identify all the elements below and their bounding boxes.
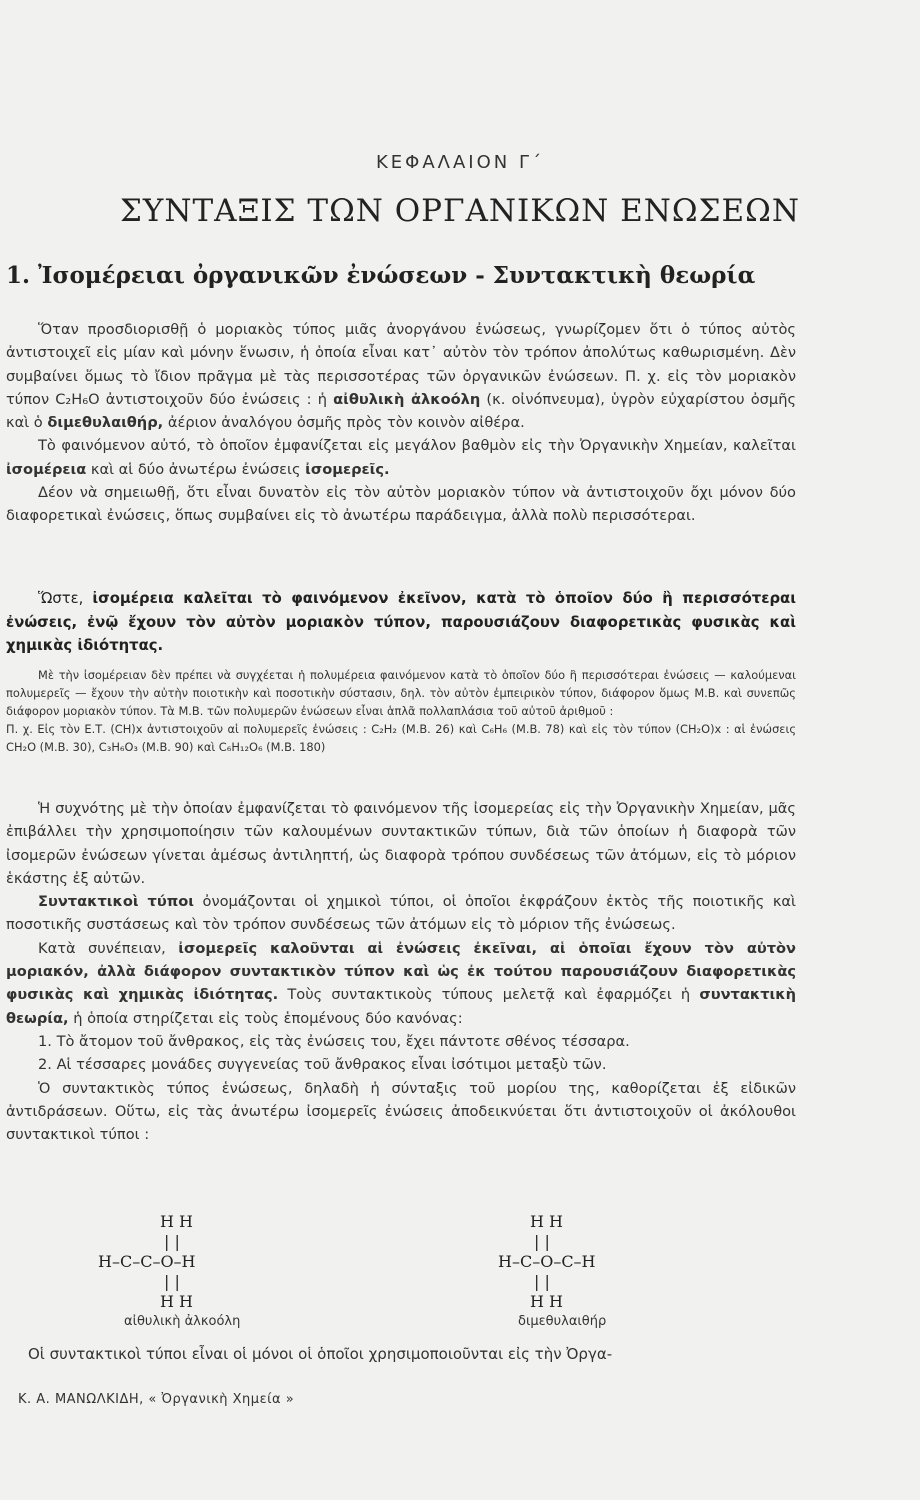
ether-top: H H [530, 1212, 563, 1231]
p6-a: ὀνομάζονται οἱ χημικοὶ τύποι, οἱ ὁποῖοι ἐκφράζουν ἐκτὸς τῆς ποιοτικῆς καὶ ποσοτικῆς συστάσεως καὶ τὸν τρόπον συνδέσεως τῶν ἀτόμων εἰς τὸ μόριον τῆς ἐνώσεως. [6, 893, 796, 934]
p7-a: Κατὰ συνέπειαν, [38, 939, 166, 957]
paragraph-1 [6, 318, 796, 434]
p1-a: Ὅταν προσδιορισθῇ ὁ μοριακὸς τύπος μιᾶς ἀνοργάνου ἐνώσεως, γνωρίζομεν ὅτι ὁ τύπος αὐτὸς ἀντιστοιχεῖ εἰς μίαν καὶ μόνην ἕνωσιν, ἡ ὁποία εἶναι κατ᾽ αὐτὸν τὸν τρόπον ἀπολύτως καθωρισμένη. Δὲν συμβαίνει ὅμως τὸ ἴδιον πρᾶγμα μὲ τὰς περισσοτέρας τῶν ὀργανικῶν ἐνώσεων. Π. χ. εἰς τὸν μοριακὸν τύπον C₂H₆O ἀντιστοιχοῦν δύο ἐνώσεις : ἡ [6, 321, 796, 408]
chapter-label: ΚΕΦΑΛΑΙΟΝ Γ΄ [376, 152, 544, 173]
intro-text [6, 318, 796, 528]
footnote-block [6, 666, 796, 756]
ethanol-bottom: H H [160, 1292, 193, 1311]
main-text [6, 797, 796, 1146]
p7-b1: ἰσομερεῖς καλοῦνται αἱ ἐνώσεις ἐκεῖναι, αἱ ὁποῖαι ἔχουν τὸν αὐτὸν μοριακόν, ἀλλὰ διάφορον συντακτικὸν τύπον καὶ ὡς ἐκ τούτου παρουσιάζουν διαφορετικὰς φυσικὰς καὶ χημικὰς ἰδιότητας. [6, 939, 796, 1004]
rule-2: 2. Αἱ τέσσαρες μονάδες συγγενείας τοῦ ἄνθρακος εἶναι ἰσότιμοι μεταξὺ τῶν. [38, 1056, 607, 1074]
p1-b2: διμεθυλαιθήρ, [47, 414, 164, 432]
chapter-title: ΣΥΝΤΑΞΙΣ ΤΩΝ ΟΡΓΑΝΙΚΩΝ ΕΝΩΣΕΩΝ [120, 193, 800, 229]
p7-c: Τοὺς συντακτικοὺς τύπους μελετᾷ καὶ ἐφαρμόζει ἡ [287, 986, 691, 1004]
p1-c: (κ. οἰνόπνευμα), ὑγρὸν εὐχαρίστου ὀσμῆς καὶ ὁ [6, 390, 797, 432]
paragraph-7 [6, 937, 796, 1030]
ether-bonds-bottom: | | [534, 1272, 550, 1291]
p4-b: ἰσομέρεια καλεῖται τὸ φαινόμενον ἐκεῖνον, κατὰ τὸ ὁποῖον δύο ἢ περισσότεραι ἐνώσεις, ἐνῷ ἔχουν τὸν αὐτὸν μοριακὸν τύπον, παρουσιάζουν διαφορετικὰς φυσικὰς καὶ χημικὰς ἰδιότητας. [6, 590, 796, 654]
paragraph-3: Δέον νὰ σημειωθῇ, ὅτι εἶναι δυνατὸν εἰς τὸν αὐτὸν μοριακὸν τύπον νὰ ἀντιστοιχοῦν ὄχι μόνον δύο διαφορετικαὶ ἐνώσεις, ὅπως συμβαίνει εἰς τὸ ἀνωτέρω παράδειγμα, ἀλλὰ πολὺ περισσότεραι. [6, 484, 796, 525]
page-footer: Κ. Α. ΜΑΝΩΛΚΙΔΗ, « Ὀργανικὴ Χημεία » [18, 1392, 295, 1407]
ethanol-chain: H–C–C–O–H [98, 1252, 196, 1271]
p2-b1: ἰσομέρεια [6, 460, 87, 478]
paragraph-4 [6, 587, 796, 658]
section-heading [6, 262, 755, 289]
note-2: Π. χ. Εἰς τὸν Ε.Τ. (CH)x ἀντιστοιχοῦν αἱ πολυμερεῖς ἐνώσεις : C₂H₂ (Μ.Β. 26) καὶ C₆H₆ (Μ.Β. 78) καὶ εἰς τὸν τύπον (CH₂O)x : αἱ ἐνώσεις CH₂O (Μ.Β. 30), C₃H₆O₃ (Μ.Β. 90) καὶ C₆H₁₂O₆ (Μ.Β. 180) [6, 722, 796, 754]
p1-b1: αἰθυλικὴ ἀλκοόλη [333, 390, 481, 408]
p2-a: Τὸ φαινόμενον αὐτό, τὸ ὁποῖον ἐμφανίζεται εἰς μεγάλον βαθμὸν εἰς τὴν Ὀργανικὴν Χημείαν, καλεῖται [38, 437, 796, 455]
ethanol-top: H H [160, 1212, 193, 1231]
last-line: Οἱ συντακτικοὶ τύποι εἶναι οἱ μόνοι οἱ ὁποῖοι χρησιμοποιοῦνται εἰς τὴν Ὀργα- [28, 1345, 613, 1363]
rule-1: 1. Τὸ ἄτομον τοῦ ἄνθρακος, εἰς τὰς ἐνώσεις του, ἔχει πάντοτε σθένος τέσσαρα. [38, 1032, 630, 1050]
p1-d: ἀέριον ἀναλόγου ὀσμῆς πρὸς τὸν κοινὸν αἰθέρα. [167, 414, 525, 432]
ether-caption: διμεθυλαιθήρ [518, 1314, 607, 1329]
note-1: Μὲ τὴν ἰσομέρειαν δὲν πρέπει νὰ συγχέεται ἡ πολυμέρεια φαινόμενον κατὰ τὸ ὁποῖον δύο ἢ περισσότεραι ἐνώσεις — καλούμεναι πολυμερεῖς — ἔχουν τὴν αὐτὴν ποιοτικὴν καὶ ποσοτικὴν σύστασιν, δηλ. τὸν αὐτὸν ἐμπειρικὸν τύπον, διάφορον ὅμως Μ.Β. καὶ συνεπῶς διάφορον μοριακὸν τύπον. Τὰ Μ.Β. τῶν πολυμερῶν ἐνώσεων εἶναι ἁπλᾶ πολλαπλάσια τοῦ αὐτοῦ ἀριθμοῦ : [6, 668, 796, 718]
ethanol-bonds-top: | | [164, 1232, 180, 1251]
ether-bottom: H H [530, 1292, 563, 1311]
paragraph-5: Ἡ συχνότης μὲ τὴν ὁποίαν ἐμφανίζεται τὸ φαινόμενον τῆς ἰσομερείας εἰς τὴν Ὀργανικὴν Χημείαν, μᾶς ἐπιβάλλει τὴν χρησιμοποίησιν τῶν καλουμένων συντακτικῶν τύπων, διὰ τῶν ὁποίων ἡ διαφορὰ τῶν ἰσομερῶν ἐνώσεων γίνεται ἀμέσως ἀντιληπτή, ὡς διαφορὰ τρόπου συνδέσεως τῶν ἀτόμων, εἰς τὸ μόριον ἑκάστης ἐξ αὐτῶν. [6, 800, 796, 887]
ethanol-caption: αἰθυλικὴ ἀλκοόλη [124, 1314, 241, 1329]
p7-b2: συντακτικὴ θεωρία, [6, 986, 796, 1027]
p2-b2: ἰσομερεῖς. [305, 460, 390, 478]
ether-bonds-top: | | [534, 1232, 550, 1251]
p6-b: Συντακτικοὶ τύποι [38, 893, 194, 911]
p2-c: καὶ αἱ δύο ἀνωτέρω ἐνώσεις [90, 460, 301, 478]
ethanol-bonds-bottom: | | [164, 1272, 180, 1291]
paragraph-2 [6, 434, 796, 481]
definition-block [6, 587, 796, 658]
p4-a: Ὥστε, [38, 590, 84, 607]
p7-d: ἡ ὁποία στηρίζεται εἰς τοὺς ἑπομένους δύο κανόνας: [73, 1009, 463, 1027]
ether-chain: H–C–O–C–H [498, 1252, 596, 1271]
paragraph-8: Ὁ συντακτικὸς τύπος ἑνώσεως, δηλαδὴ ἡ σύνταξις τοῦ μορίου της, καθορίζεται ἐξ εἰδικῶν ἀντιδράσεων. Οὕτω, εἰς τὰς ἀνωτέρω ἰσομερεῖς ἐνώσεις ἀποδεικνύεται ὅτι ἀντιστοιχοῦν οἱ ἀκόλουθοι συντακτικοὶ τύποι : [6, 1079, 796, 1144]
paragraph-6 [6, 890, 796, 937]
section-heading-text: 1. Ἰσομέρειαι ὀργανικῶν ἐνώσεων - Συντακτικὴ θεωρία [6, 262, 756, 289]
